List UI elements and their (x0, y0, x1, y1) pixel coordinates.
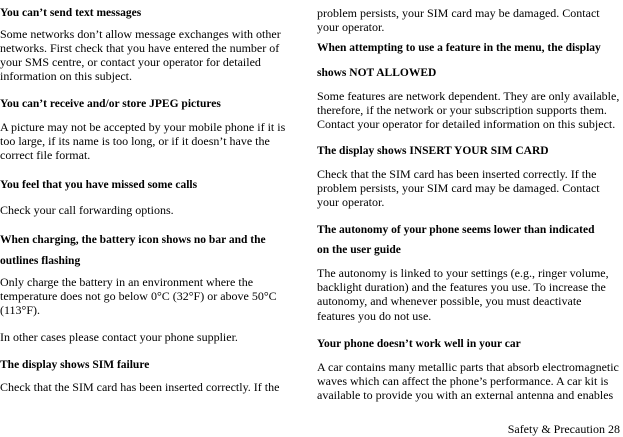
body-text-line: A picture may not be accepted by your mobile phone if it is (0, 120, 286, 134)
section-heading: outlines flashing (0, 255, 81, 267)
body-text-line: Check that the SIM card has been inserted correctly. If the (317, 167, 597, 181)
body-text-line: information on this subject. (0, 69, 132, 83)
body-text-line: correct file format. (0, 148, 91, 162)
body-text-line: your SMS centre, or contact your operator for detailed (0, 55, 261, 69)
body-text-line: problem persists, your SIM card may be damaged. Contact (317, 6, 600, 20)
section-heading: The autonomy of your phone seems lower than indicated (317, 224, 595, 236)
body-text-line: autonomy, and whenever possible, you must deactivate (317, 294, 582, 308)
body-text-line: features you do not use. (317, 309, 432, 323)
body-text-line: problem persists, your SIM card may be damaged. Contact (317, 181, 600, 195)
body-text-line: backlight duration) and the features you use. To increase the (317, 280, 606, 294)
section-heading: When attempting to use a feature in the menu, the display (317, 42, 601, 54)
body-text-line: networks. First check that you have entered the number of (0, 41, 280, 55)
body-text-line: available to provide you with an external antenna and enables (317, 388, 614, 402)
section-heading: You can’t send text messages (0, 7, 142, 19)
body-text-line: too large, if its name is too long, or if it doesn’t have the (0, 134, 270, 148)
body-text-line: temperature does not go below 0°C (32°F) or above 50°C (0, 289, 277, 303)
body-text-line: Some networks don’t allow message exchanges with other (0, 27, 281, 41)
section-heading: on the user guide (317, 244, 401, 256)
body-text-line: Some features are network dependent. They are only available, (317, 89, 620, 103)
body-text-line: Check that the SIM card has been inserted correctly. If the (0, 380, 280, 394)
body-text-line: Check your call forwarding options. (0, 203, 174, 217)
body-text-line: your operator. (317, 195, 385, 209)
section-heading: shows NOT ALLOWED (317, 67, 437, 79)
body-text-line: (113°F). (0, 303, 41, 317)
body-text-line: In other cases please contact your phone supplier. (0, 330, 238, 344)
section-heading: The display shows SIM failure (0, 359, 150, 371)
body-text-line: waves which can affect the phone’s performance. A car kit is (317, 374, 609, 388)
body-text-line: Only charge the battery in an environment where the (0, 275, 254, 289)
body-text-line: your operator. (317, 20, 385, 34)
body-text-line: A car contains many metallic parts that absorb electromagnetic (317, 360, 619, 374)
body-text-line: The autonomy is linked to your settings (e.g., ringer volume, (317, 266, 609, 280)
page-footer: Safety & Precaution 28 (507, 422, 620, 436)
section-heading: When charging, the battery icon shows no bar and the (0, 234, 266, 246)
section-heading: You feel that you have missed some calls (0, 179, 198, 191)
section-heading: You can’t receive and/or store JPEG pictures (0, 98, 221, 110)
body-text-line: Contact your operator for detailed information on this subject. (317, 117, 616, 131)
body-text-line: therefore, if the network or your subscription supports them. (317, 103, 607, 117)
section-heading: Your phone doesn’t work well in your car (317, 338, 521, 350)
section-heading: The display shows INSERT YOUR SIM CARD (317, 145, 549, 157)
